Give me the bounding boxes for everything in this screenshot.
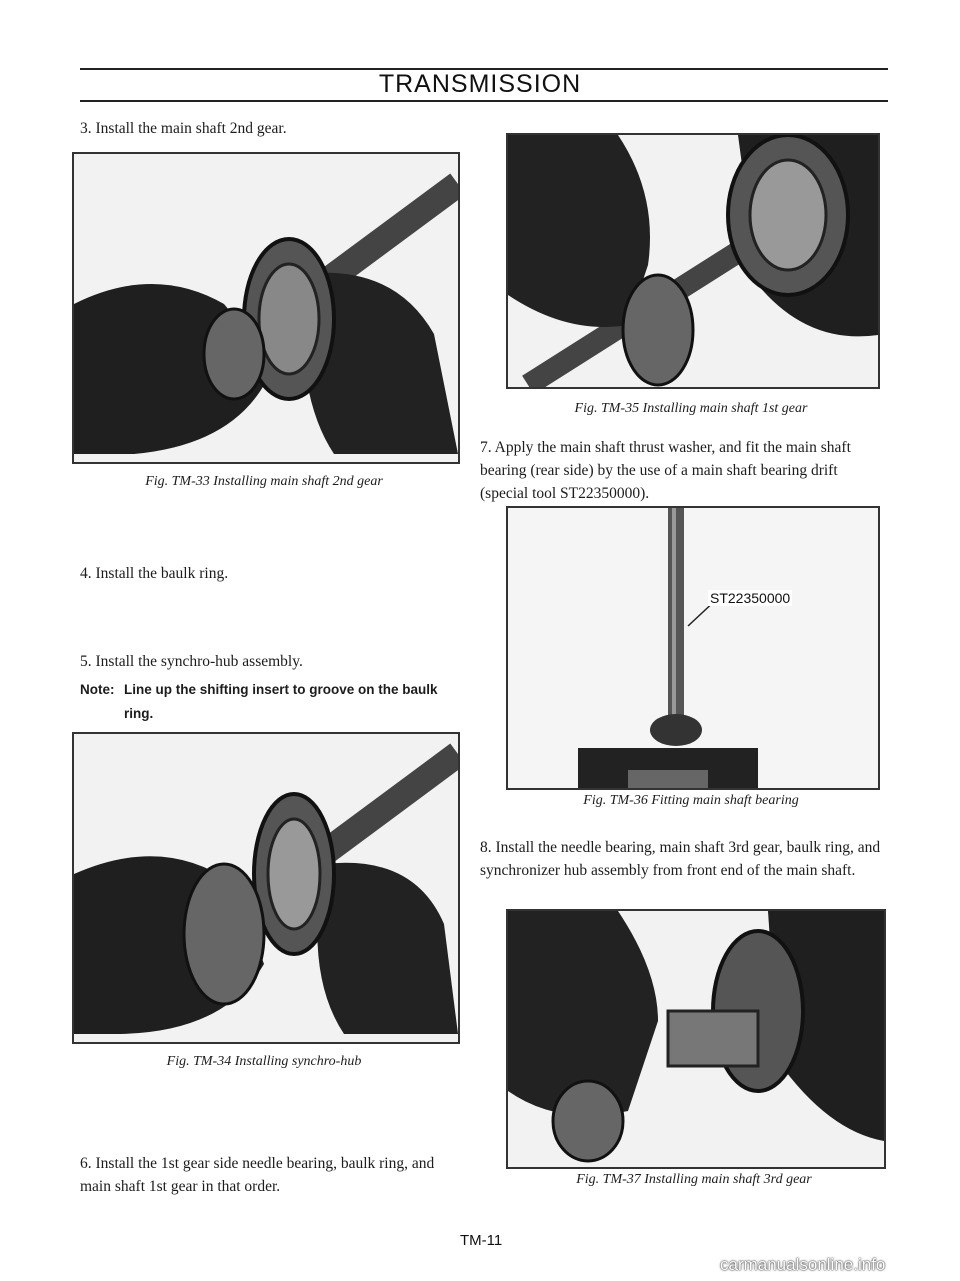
figure-tm-36 <box>506 506 880 790</box>
page-number: TM-11 <box>460 1232 503 1249</box>
step-3: 3. Install the main shaft 2nd gear. <box>80 120 287 137</box>
step-4: 4. Install the baulk ring. <box>80 565 229 582</box>
photo-installing-1st-gear <box>508 135 878 387</box>
figure-tm-35 <box>506 133 880 389</box>
photo-installing-2nd-gear <box>74 154 458 462</box>
note-text: Line up the shifting insert to groove on the baulk ring. <box>124 682 438 721</box>
step-5: 5. Install the synchro-hub assembly. <box>80 653 303 670</box>
photo-fitting-bearing-with-drift <box>508 508 878 788</box>
photo-installing-synchro-hub <box>74 734 458 1042</box>
drift-tool-label: ST22350000 <box>710 590 791 606</box>
figure-tm-34 <box>72 732 460 1044</box>
caption-fig-tm-37: Fig. TM-37 Installing main shaft 3rd gear <box>576 1172 812 1187</box>
header-rule-bottom <box>80 100 888 102</box>
figure-tm-33 <box>72 152 460 464</box>
watermark: carmanualsonline.info <box>720 1255 886 1274</box>
caption-fig-tm-33: Fig. TM-33 Installing main shaft 2nd gear <box>145 474 383 489</box>
note-label: Note: <box>80 682 115 697</box>
photo-installing-3rd-gear <box>508 911 884 1167</box>
step-8: 8. Install the needle bearing, main shaft 3rd gear, baulk ring, and synchronizer hub assembly from front end of the main shaft. <box>480 839 881 879</box>
page-title: TRANSMISSION <box>378 70 582 98</box>
step-6: 6. Install the 1st gear side needle bearing, baulk ring, and main shaft 1st gear in that order. <box>80 1155 435 1195</box>
caption-fig-tm-34: Fig. TM-34 Installing synchro-hub <box>166 1054 362 1069</box>
figure-tm-37 <box>506 909 886 1169</box>
caption-fig-tm-35: Fig. TM-35 Installing main shaft 1st gear <box>574 401 808 416</box>
caption-fig-tm-36: Fig. TM-36 Fitting main shaft bearing <box>583 793 799 808</box>
step-7: 7. Apply the main shaft thrust washer, and fit the main shaft bearing (rear side) by the use of a main shaft bearing drift (special tool ST22350000). <box>480 439 851 502</box>
